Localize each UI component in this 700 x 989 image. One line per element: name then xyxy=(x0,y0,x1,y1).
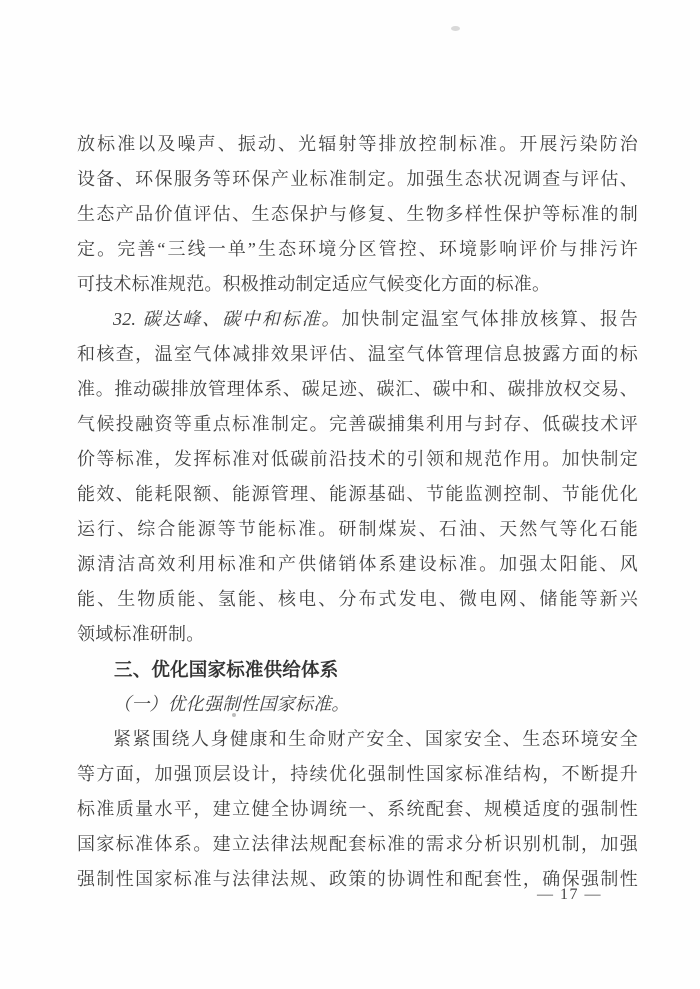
document-line: 领域标准研制。 xyxy=(77,624,205,644)
section-heading: 三、优化国家标准供给体系 xyxy=(114,659,339,680)
document-line: 能效、能耗限额、能源管理、能源基础、节能监测控制、节能优化 xyxy=(77,484,638,504)
document-line: 紧紧围绕人身健康和生命财产安全、国家安全、生态环境安全 xyxy=(113,729,638,749)
document-line: 能、生物质能、氢能、核电、分布式发电、微电网、储能等新兴 xyxy=(77,589,638,609)
document-line: 运行、综合能源等节能标准。研制煤炭、石油、天然气等化石能 xyxy=(77,519,638,539)
document-text xyxy=(77,127,638,897)
document-line: 强制性国家标准与法律法规、政策的协调性和配套性，确保强制性 xyxy=(77,869,638,889)
document-line: 可技术标准规范。积极推动制定适应气候变化方面的标准。 xyxy=(77,274,551,294)
document-line xyxy=(77,302,638,337)
page-number: — 17 — xyxy=(537,886,602,903)
document-line: 气候投融资等重点标准制定。完善碳捕集利用与封存、低碳技术评 xyxy=(77,414,638,434)
document-line: 准。推动碳排放管理体系、碳足迹、碳汇、碳中和、碳排放权交易、 xyxy=(77,379,638,399)
clause-body-start: 加快制定温室气体排放核算、报告 xyxy=(341,309,638,329)
paragraph-pollution-standards xyxy=(77,127,638,302)
document-line: 价等标准，发挥标准对低碳前沿技术的引领和规范作用。加快制定 xyxy=(77,449,638,469)
document-line: 定。完善“三线一单”生态环境分区管控、环境影响评价与排污许 xyxy=(77,239,638,259)
document-line: 生态产品价值评估、生态保护与修复、生物多样性保护等标准的制 xyxy=(77,204,638,224)
document-line: 源清洁高效利用标准和产供储销体系建设标准。加强太阳能、风 xyxy=(77,554,638,574)
subsection-heading: （一）优化强制性国家标准。 xyxy=(113,694,350,714)
document-line: 标准质量水平，建立健全协调统一、系统配套、规模适度的强制性 xyxy=(77,799,638,819)
paragraph-carbon-standards xyxy=(77,302,638,652)
document-line: 和核查，温室气体减排效果评估、温室气体管理信息披露方面的标 xyxy=(77,344,638,364)
document-line: 放标准以及噪声、振动、光辐射等排放控制标准。开展污染防治 xyxy=(77,134,638,154)
document-line: 等方面，加强顶层设计，持续优化强制性国家标准结构，不断提升 xyxy=(77,764,638,784)
paragraph-mandatory-standards xyxy=(77,722,638,897)
clause-number-title: 32. 碳达峰、碳中和标准。 xyxy=(113,309,342,329)
document-line: 国家标准体系。建立法律法规配套标准的需求分析识别机制，加强 xyxy=(77,834,638,854)
document-line: 设备、环保服务等环保产业标准制定。加强生态状况调查与评估、 xyxy=(77,169,638,189)
scan-speck xyxy=(451,26,460,31)
